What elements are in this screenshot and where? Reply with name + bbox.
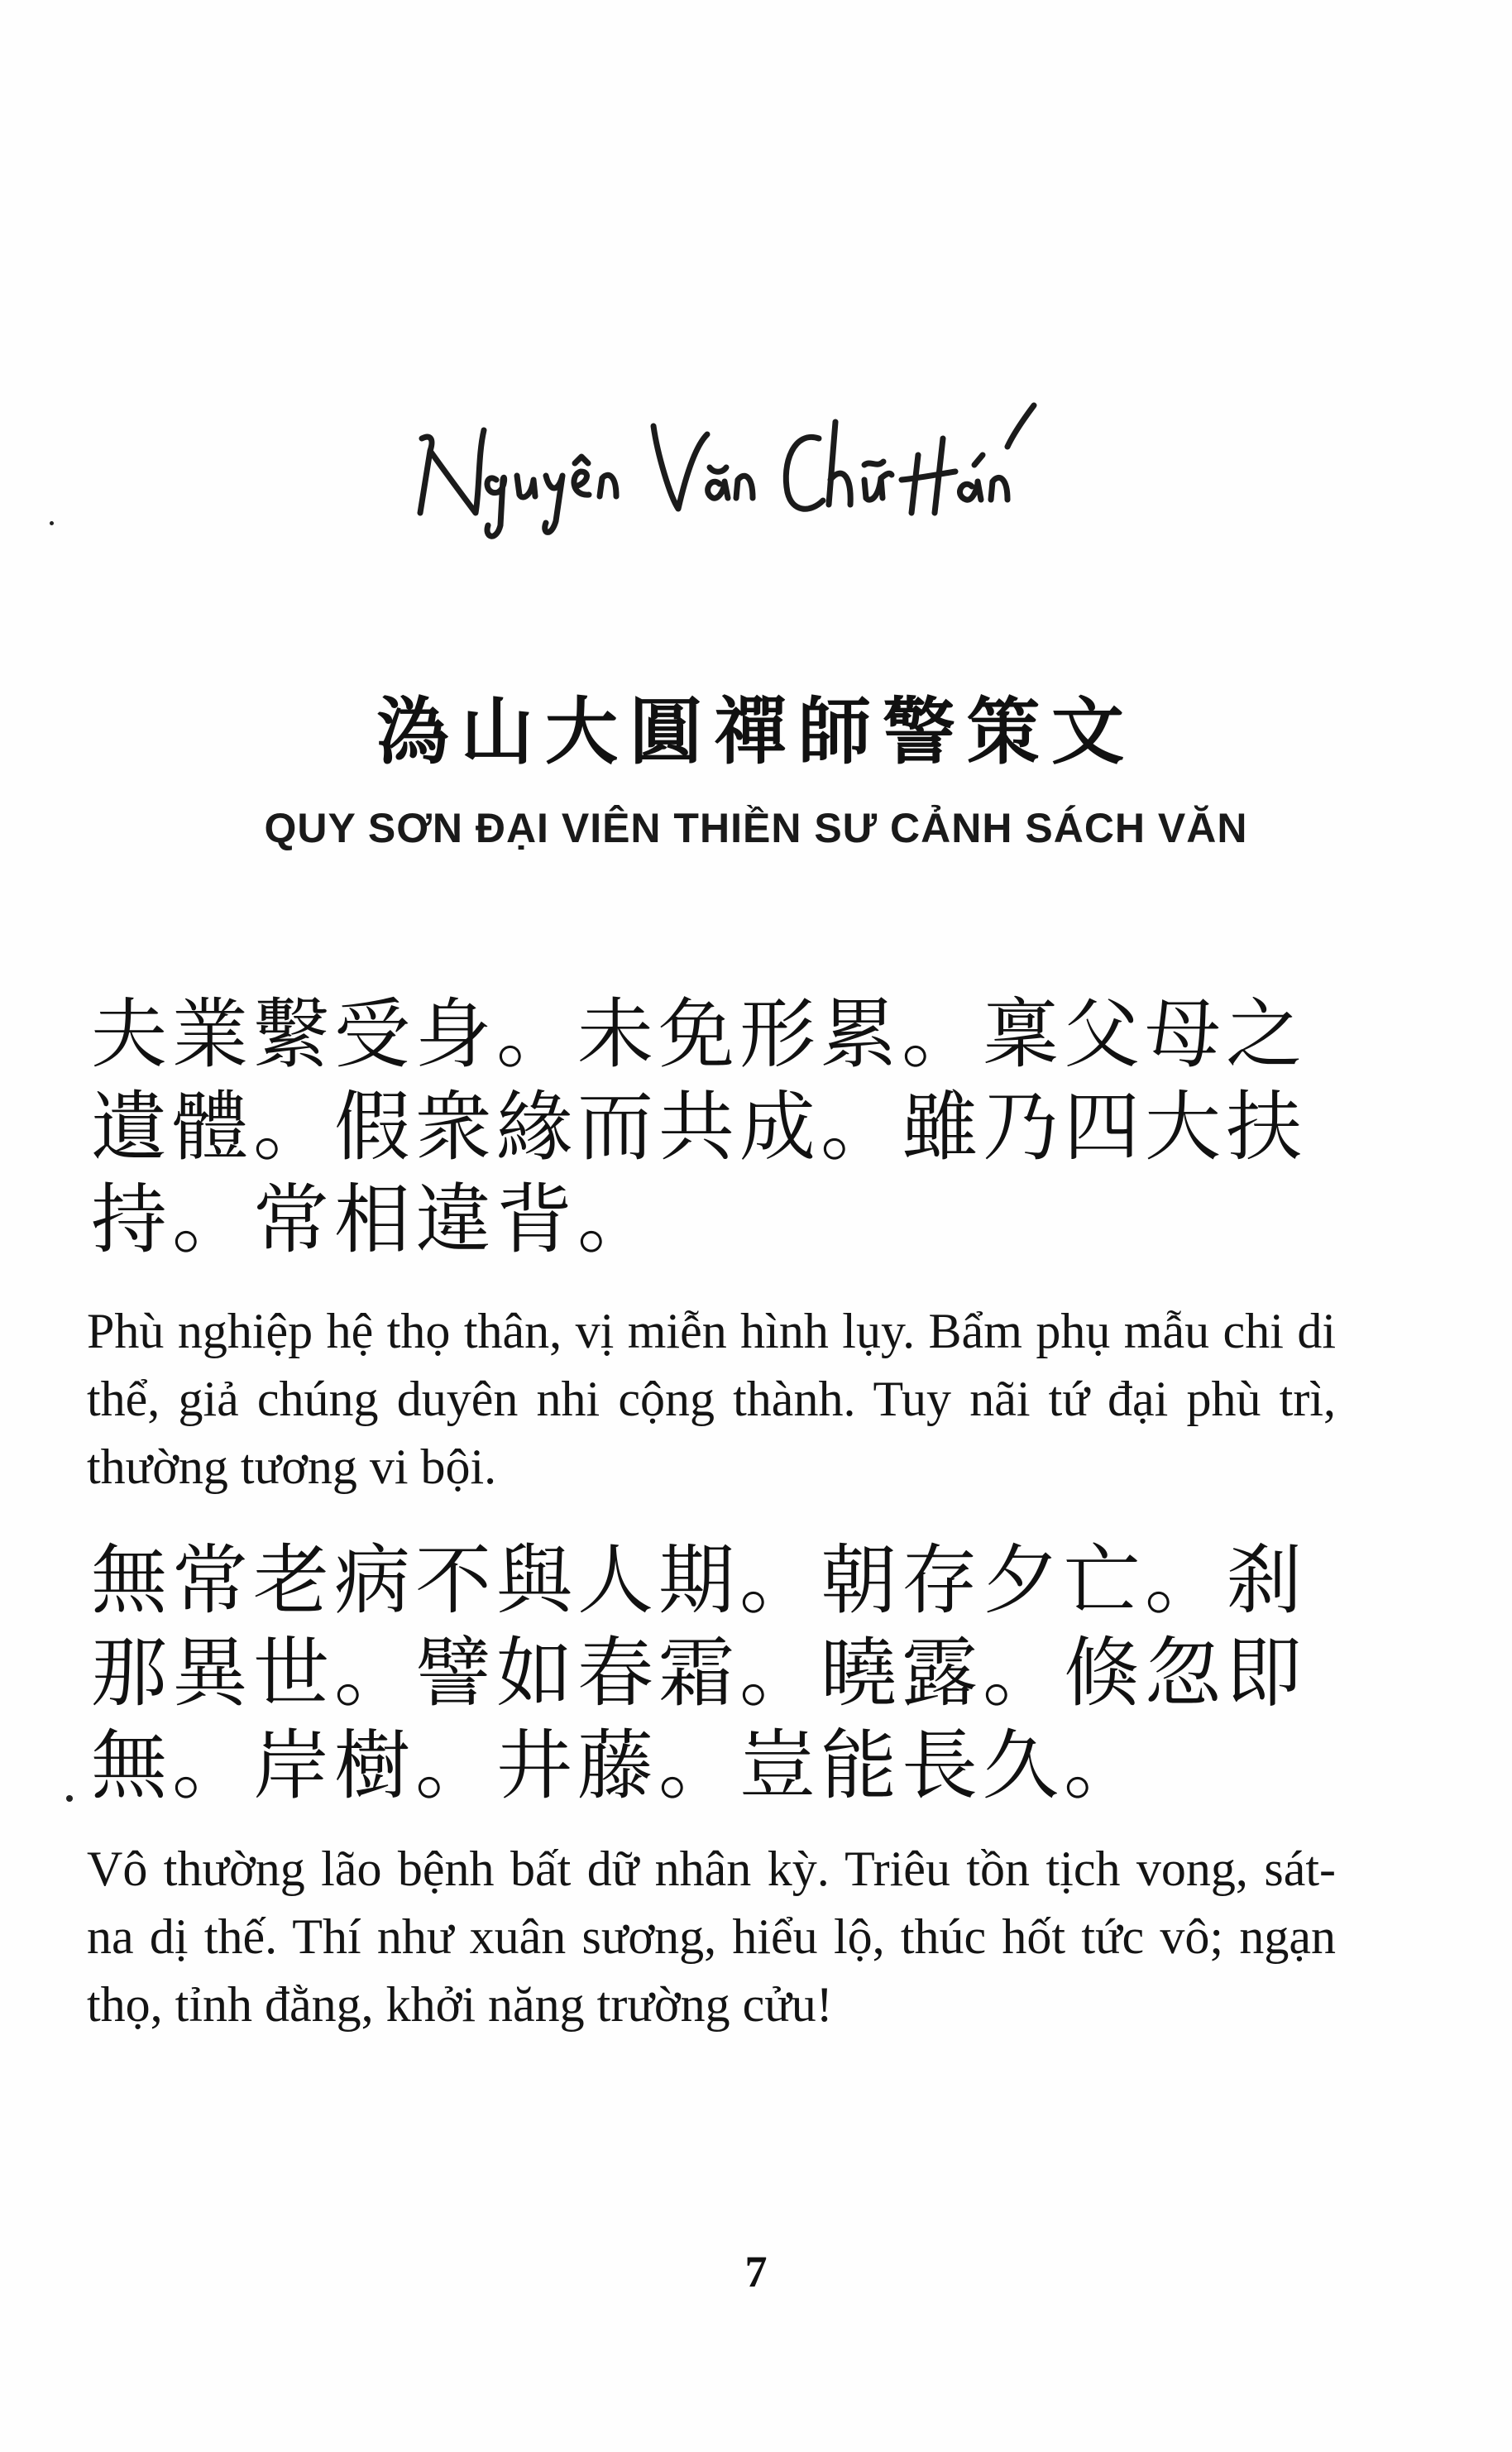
vietnamese-passage-1: Phù nghiệp hệ thọ thân, vị miễn hình lụy. Bẩm phụ mẫu chi di thể, giả chúng duyên nhi cộng thành. Tuy nãi tứ đại phù trì, thường tương vi bội. bbox=[87, 1304, 1336, 1494]
han-passage-2 bbox=[91, 1535, 1332, 1813]
han-line: 遺體。假衆緣而共成。雖乃四大扶 bbox=[91, 1083, 1308, 1171]
han-line: 持。常相違背。 bbox=[91, 1176, 659, 1264]
han-line: 無常老病不與人期。朝存夕亡。刹 bbox=[91, 1536, 1308, 1625]
han-line: 無。岸樹。井藤。豈能長久。 bbox=[91, 1722, 1146, 1810]
vietnamese-passage-2: Vô thường lão bệnh bất dữ nhân kỳ. Triêu tồn tịch vong, sát-na dị thế. Thí như xuân sương, hiểu lộ, thúc hốt tức vô; ngạn thọ, tỉnh đằng, khởi năng trường cửu! bbox=[87, 1841, 1336, 2032]
vietnamese-title: QUY SƠN ĐẠI VIÊN THIỀN SƯ CẢNH SÁCH VĂN bbox=[264, 805, 1248, 851]
chinese-title: 溈山大圓禪師警策文 bbox=[376, 688, 1136, 774]
han-line: 那異世。譬如春霜。曉露。倏忽即 bbox=[91, 1629, 1308, 1717]
ink-speck bbox=[50, 521, 54, 525]
page-number: 7 bbox=[744, 2247, 768, 2296]
ink-speck bbox=[66, 1795, 73, 1802]
handwritten-signature bbox=[405, 389, 1050, 554]
han-passage-1 bbox=[91, 989, 1332, 1267]
signature-graphic bbox=[405, 389, 1050, 554]
han-line: 夫業繫受身。未免形累。稟父母之 bbox=[91, 990, 1308, 1079]
